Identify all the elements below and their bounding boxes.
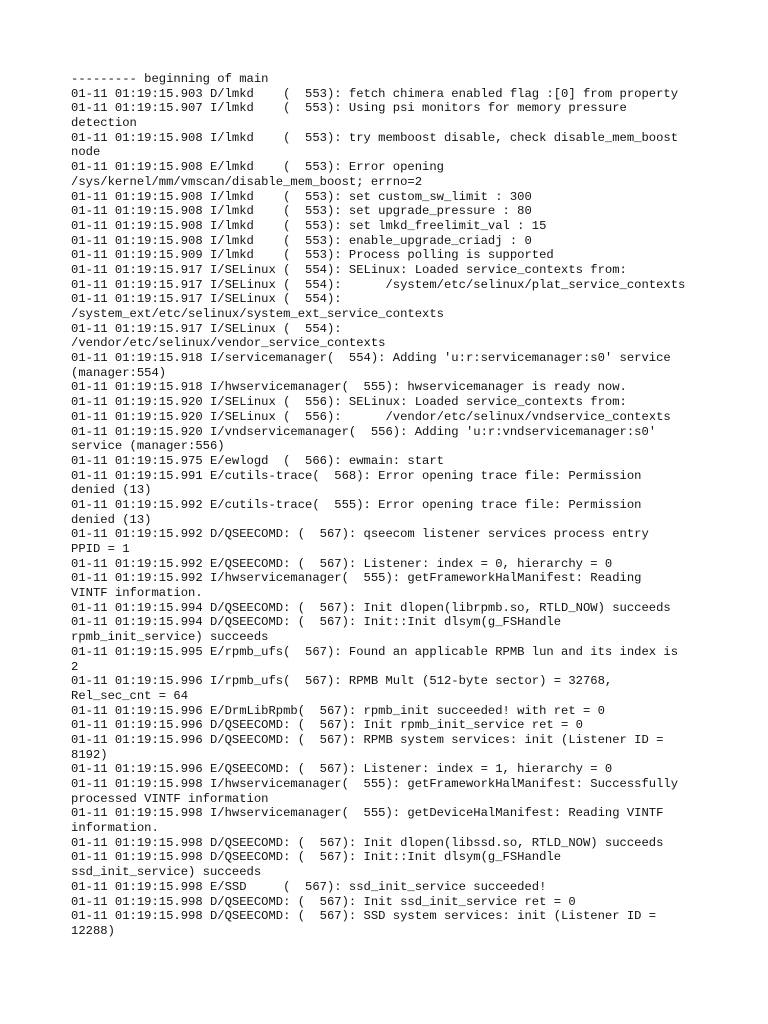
log-document (71, 72, 731, 939)
log-line: 01-11 01:19:15.992 E/cutils-trace( 555): Error opening trace file: Permission (71, 497, 642, 512)
log-line: 01-11 01:19:15.909 I/lmkd ( 553): Process polling is supported (71, 248, 554, 263)
log-line: 01-11 01:19:15.917 I/SELinux ( 554): SELinux: Loaded service_contexts from: (71, 262, 627, 277)
log-line: 01-11 01:19:15.907 I/lmkd ( 553): Using psi monitors for memory pressure (71, 101, 627, 116)
log-line: 01-11 01:19:15.996 E/QSEECOMD: ( 567): Listener: index = 1, hierarchy = 0 (71, 762, 613, 777)
log-line: 01-11 01:19:15.908 E/lmkd ( 553): Error opening (71, 160, 444, 175)
log-line: 01-11 01:19:15.908 I/lmkd ( 553): set upgrade_pressure : 80 (71, 204, 532, 219)
log-line: 01-11 01:19:15.908 I/lmkd ( 553): enable_upgrade_criadj : 0 (71, 233, 532, 248)
log-line: 01-11 01:19:15.903 D/lmkd ( 553): fetch chimera enabled flag :[0] from property (71, 86, 679, 101)
log-line: 01-11 01:19:15.991 E/cutils-trace( 568): Error opening trace file: Permission (71, 468, 642, 483)
log-line: /vendor/etc/selinux/vendor_service_contexts (71, 336, 386, 351)
log-line: 01-11 01:19:15.996 D/QSEECOMD: ( 567): RPMB system services: init (Listener ID = (71, 732, 664, 747)
log-line: 01-11 01:19:15.920 I/SELinux ( 556): SELinux: Loaded service_contexts from: (71, 395, 627, 410)
log-line: 01-11 01:19:15.992 I/hwservicemanager( 555): getFrameworkHalManifest: Reading (71, 571, 642, 586)
log-line: 01-11 01:19:15.920 I/SELinux ( 556): /vendor/etc/selinux/vndservice_contexts (71, 409, 671, 424)
log-line: /sys/kernel/mm/vmscan/disable_mem_boost; errno=2 (71, 174, 423, 189)
log-line: 01-11 01:19:15.998 D/QSEECOMD: ( 567): Init dlopen(libssd.so, RTLD_NOW) succeeds (71, 835, 664, 850)
log-line: 01-11 01:19:15.998 D/QSEECOMD: ( 567): SSD system services: init (Listener ID = (71, 909, 657, 924)
log-line: 01-11 01:19:15.917 I/SELinux ( 554): /system/etc/selinux/plat_service_contexts (71, 277, 686, 292)
log-line: 01-11 01:19:15.996 D/QSEECOMD: ( 567): Init rpmb_init_service ret = 0 (71, 718, 583, 733)
log-line: denied (13) (71, 483, 152, 498)
log-line: node (71, 145, 101, 160)
log-line: 01-11 01:19:15.995 E/rpmb_ufs( 567): Found an applicable RPMB lun and its index is (71, 644, 679, 659)
log-line: /system_ext/etc/selinux/system_ext_service_contexts (71, 307, 444, 321)
log-line: 12288) (71, 923, 115, 938)
log-line: 01-11 01:19:15.908 I/lmkd ( 553): set lmkd_freelimit_val : 15 (71, 218, 547, 233)
log-line: information. (71, 821, 159, 836)
log-line: 01-11 01:19:15.908 I/lmkd ( 553): set custom_sw_limit : 300 (71, 189, 532, 204)
log-line: 01-11 01:19:15.994 D/QSEECOMD: ( 567): Init dlopen(librpmb.so, RTLD_NOW) succeeds (71, 600, 671, 615)
log-line: --------- beginning of main (71, 72, 269, 86)
log-line: 01-11 01:19:15.998 E/SSD ( 567): ssd_init_service succeeded! (71, 879, 547, 894)
log-line: PPID = 1 (71, 542, 130, 556)
log-line: 01-11 01:19:15.917 I/SELinux ( 554): (71, 292, 342, 307)
log-line: 01-11 01:19:15.917 I/SELinux ( 554): (71, 321, 342, 336)
log-line: ssd_init_service) succeeds (71, 865, 262, 880)
log-line: 2 (71, 659, 79, 674)
log-line: 01-11 01:19:15.920 I/vndservicemanager( 556): Adding 'u:r:vndservicemanager:s0' (71, 424, 657, 439)
log-line: 8192) (71, 747, 108, 762)
log-line: 01-11 01:19:15.998 D/QSEECOMD: ( 567): Init ssd_init_service ret = 0 (71, 894, 576, 909)
log-text-block (71, 72, 731, 939)
log-line: 01-11 01:19:15.994 D/QSEECOMD: ( 567): Init::Init dlsym(g_FSHandle (71, 615, 562, 630)
log-line: denied (13) (71, 512, 152, 527)
log-line: 01-11 01:19:15.998 D/QSEECOMD: ( 567): Init::Init dlsym(g_FSHandle (71, 850, 562, 865)
log-line: Rel_sec_cnt = 64 (71, 688, 189, 703)
log-line: 01-11 01:19:15.908 I/lmkd ( 553): try memboost disable, check disable_mem_boost (71, 130, 679, 145)
log-line: 01-11 01:19:15.996 E/DrmLibRpmb( 567): rpmb_init succeeded! with ret = 0 (71, 703, 605, 718)
log-line: 01-11 01:19:15.998 I/hwservicemanager( 555): getDeviceHalManifest: Reading VINTF (71, 806, 664, 821)
log-line: 01-11 01:19:15.918 I/hwservicemanager( 555): hwservicemanager is ready now. (71, 380, 627, 395)
log-line: 01-11 01:19:15.975 E/ewlogd ( 566): ewmain: start (71, 453, 444, 468)
log-line: 01-11 01:19:15.998 I/hwservicemanager( 555): getFrameworkHalManifest: Successfully (71, 777, 679, 791)
log-line: 01-11 01:19:15.992 E/QSEECOMD: ( 567): Listener: index = 0, hierarchy = 0 (71, 556, 613, 571)
log-line: 01-11 01:19:15.992 D/QSEECOMD: ( 567): qseecom listener services process entry (71, 527, 649, 542)
log-line: 01-11 01:19:15.996 I/rpmb_ufs( 567): RPMB Mult (512-byte sector) = 32768, (71, 674, 613, 689)
log-line: 01-11 01:19:15.918 I/servicemanager( 554): Adding 'u:r:servicemanager:s0' service (71, 351, 671, 366)
log-line: VINTF information. (71, 586, 203, 601)
log-line: rpmb_init_service) succeeds (71, 630, 269, 645)
log-line: processed VINTF information (71, 791, 269, 806)
log-line: service (manager:556) (71, 439, 225, 454)
log-line: (manager:554) (71, 365, 167, 380)
log-line: detection (71, 116, 137, 131)
